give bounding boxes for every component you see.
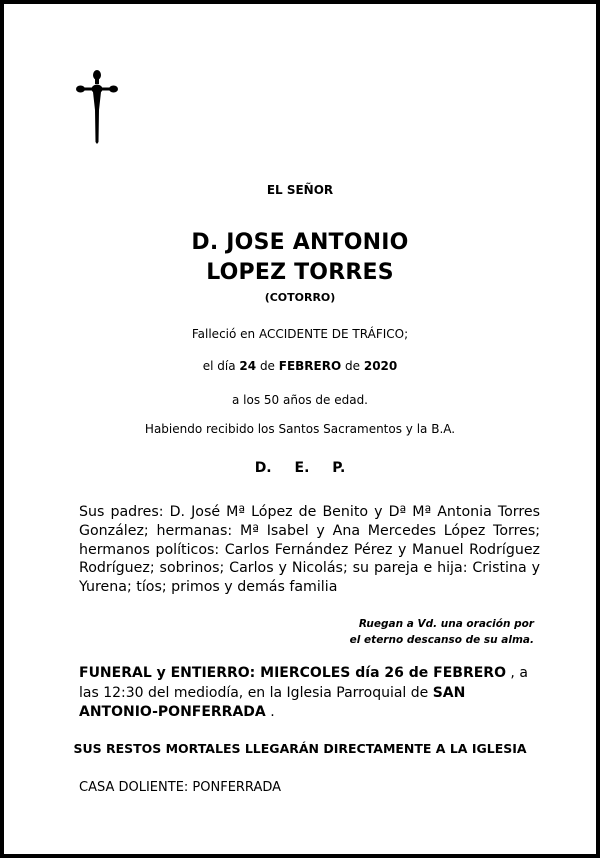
deceased-name-line1: D. JOSE ANTONIO <box>191 230 409 255</box>
prayer-request: Ruegan a Vd. una oración por el eterno descanso de su alma. <box>349 618 534 646</box>
cross-icon <box>76 70 118 144</box>
mourning-house: CASA DOLIENTE: PONFERRADA <box>79 780 282 795</box>
funeral-info: FUNERAL y ENTIERRO: MIERCOLES día 26 de FEBRERO , a las 12:30 del mediodía, en la Iglesia Parroquial de SAN ANTONIO-PONFERRADA . <box>79 665 528 720</box>
death-cause: Falleció en ACCIDENTE DE TRÁFICO; <box>191 327 409 341</box>
deceased-name-line2: LOPEZ TORRES <box>206 260 394 285</box>
remains-notice: SUS RESTOS MORTALES LLEGARÁN DIRECTAMENTE A LA IGLESIA <box>73 741 527 756</box>
title: EL SEÑOR <box>266 183 334 197</box>
death-date: el día 24 de FEBRERO de 2020 <box>202 359 398 373</box>
sacraments: Habiendo recibido los Santos Sacramentos y la B.A. <box>144 422 456 436</box>
dep: D. E. P. <box>254 460 346 476</box>
age: a los 50 años de edad. <box>231 393 368 407</box>
family-paragraph: Sus padres: D. José Mª López de Benito y Dª Mª Antonia Torres González; hermanas: Mª Isabel y Ana Mercedes López Torres; hermanos políticos: Carlos Fernández Pérez y Manuel Rodríguez Rodríguez; sobrinos; Carlos y Nicolás; su pareja e hija: Cristina y Yurena; tíos; primos y demás familia <box>79 504 540 596</box>
nickname: (COTORRO) <box>264 291 336 304</box>
